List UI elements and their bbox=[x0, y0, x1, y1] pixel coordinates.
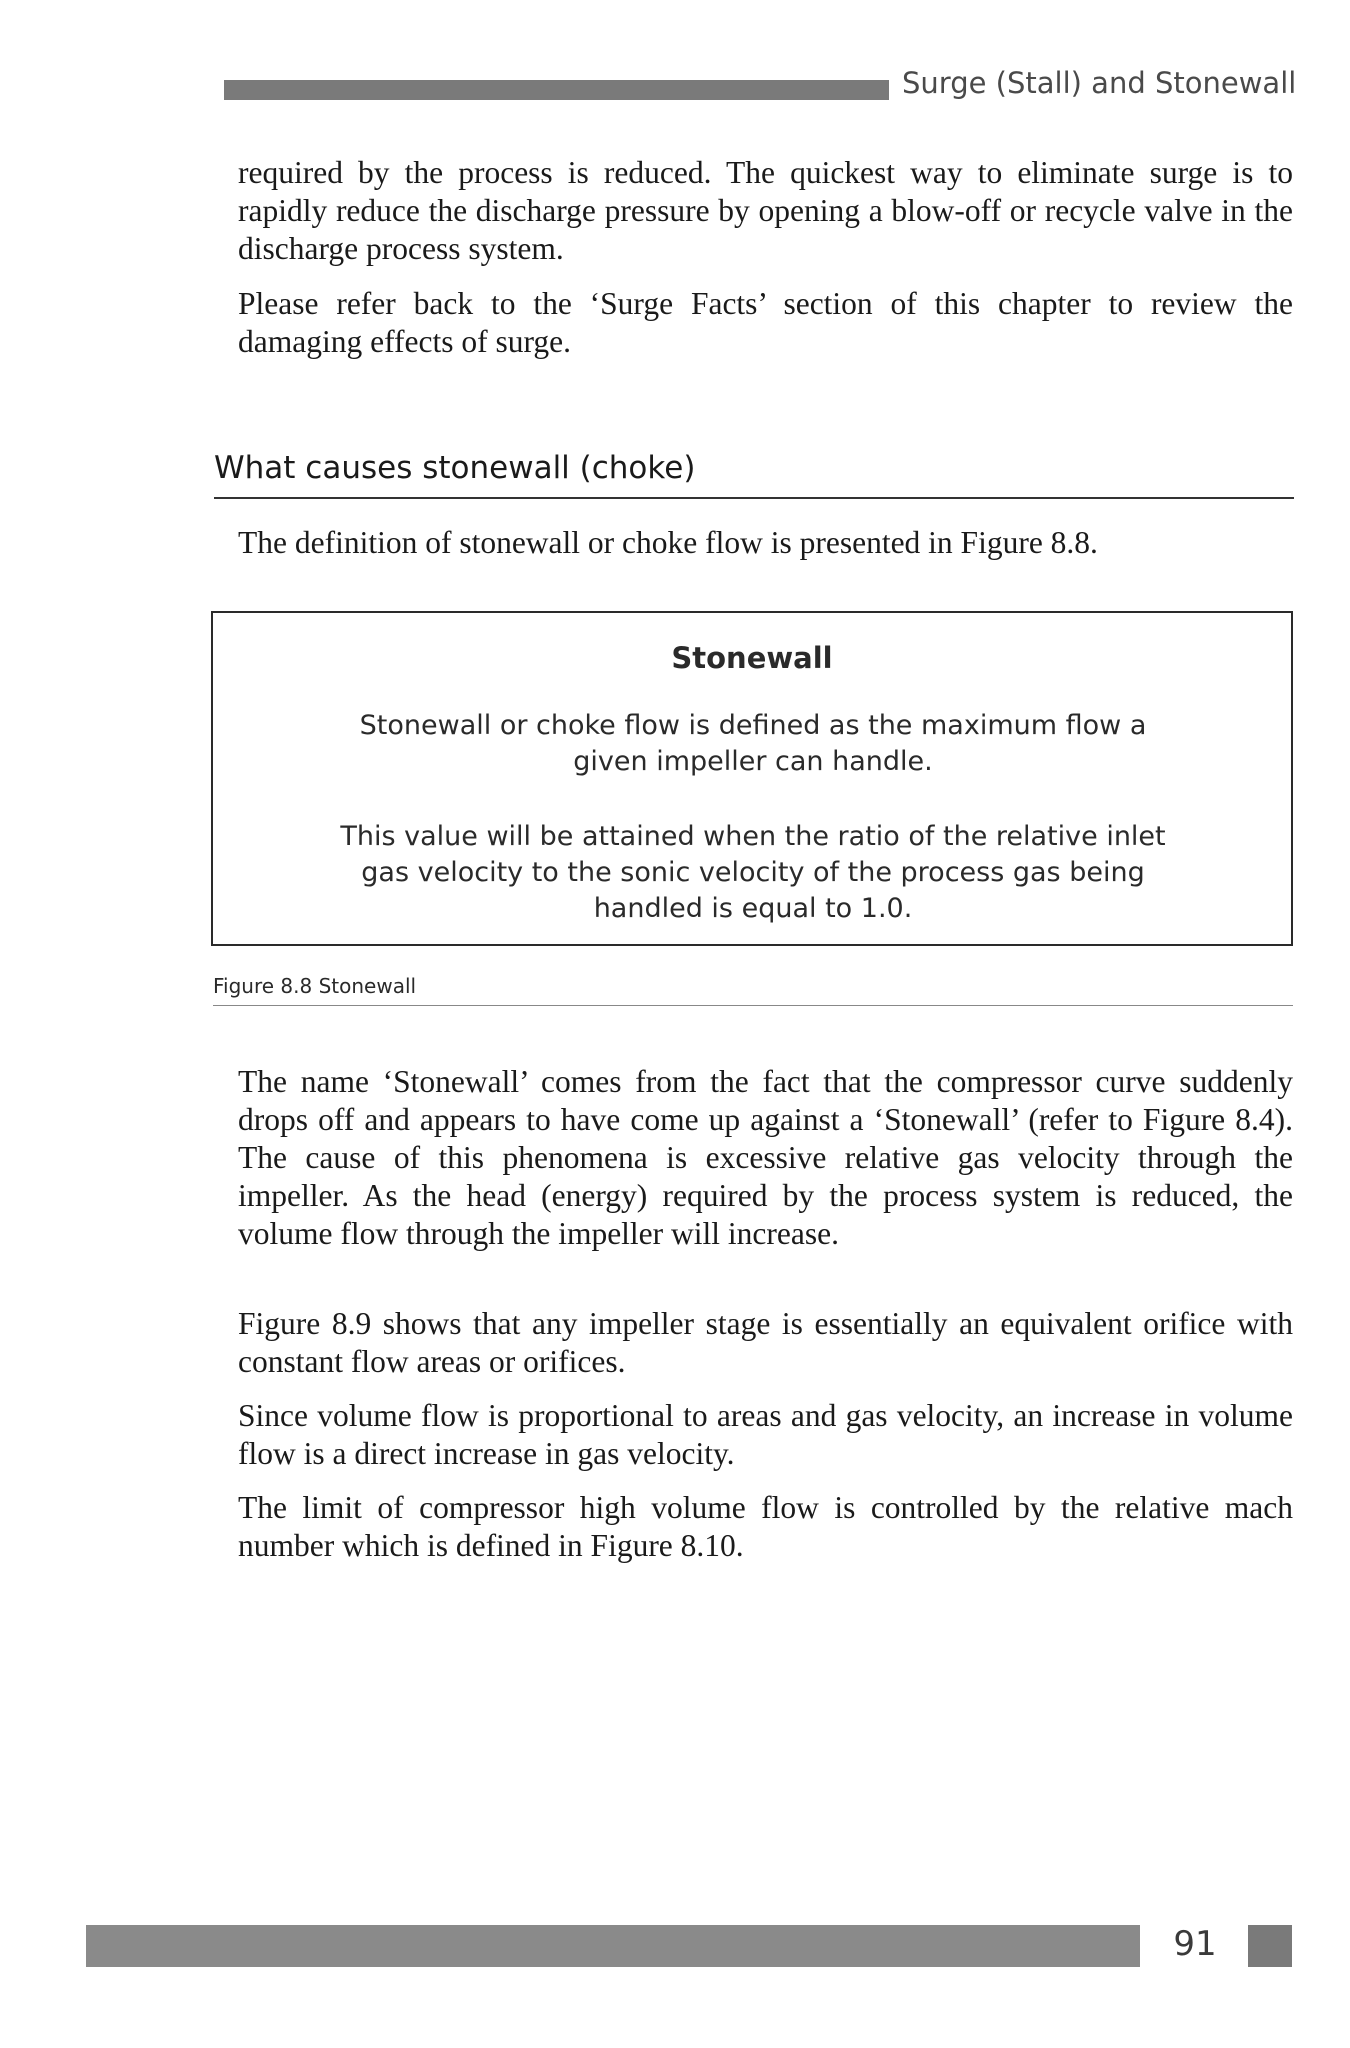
paragraph-surge-continued: required by the process is reduced. The quickest way to eliminate surge is to rapidly reduce the discharge pressure by opening a blow-off or recycle valve in the discharge process system. bbox=[238, 155, 1293, 266]
paragraph-stonewall-intro: The definition of stonewall or choke flow is presented in Figure 8.8. bbox=[238, 525, 1098, 560]
section-heading: What causes stonewall (choke) bbox=[214, 450, 696, 486]
paragraph-figure-8-9: Figure 8.9 shows that any impeller stage is essentially an equivalent orifice with constant flow areas or orifices. bbox=[238, 1306, 1293, 1379]
footer-decorative-square bbox=[1248, 1925, 1292, 1967]
figure-definition-text: Stonewall or choke flow is defined as the maximum flow a given impeller can handle. bbox=[359, 710, 1147, 777]
figure-box-title: Stonewall bbox=[671, 641, 833, 675]
paragraph-volume-flow: Since volume flow is proportional to areas and gas velocity, an increase in volume flow is a direct increase in gas velocity. bbox=[238, 1398, 1293, 1471]
footer-decorative-bar bbox=[86, 1925, 1140, 1967]
running-header-title: Surge (Stall) and Stonewall bbox=[902, 66, 1297, 100]
section-divider bbox=[214, 497, 1294, 499]
paragraph-mach-number: The limit of compressor high volume flow is controlled by the relative mach number which is defined in Figure 8.10. bbox=[238, 1490, 1293, 1563]
paragraph-stonewall-name-origin: The name ‘Stonewall’ comes from the fact that the compressor curve suddenly drops off and appears to have come up against a ‘Stonewall’ (refer to Figure 8.4). The cause of this phenomena is excessive relative gas velocity through the impeller. As the head (energy) required by the process system is reduced, the volume flow through the impeller will increase. bbox=[238, 1064, 1293, 1251]
paragraph-surge-facts-reference: Please refer back to the ‘Surge Facts’ section of this chapter to review the damaging effects of surge. bbox=[238, 286, 1293, 359]
page-number: 91 bbox=[1173, 1924, 1217, 1964]
figure-condition-text: This value will be attained when the ratio of the relative inlet gas velocity to the sonic velocity of the process gas being handled is equal to 1.0. bbox=[340, 821, 1166, 924]
figure-8-8-box bbox=[211, 611, 1293, 946]
header-decorative-bar bbox=[224, 80, 889, 100]
caption-divider bbox=[213, 1005, 1293, 1006]
figure-caption: Figure 8.8 Stonewall bbox=[213, 974, 417, 998]
